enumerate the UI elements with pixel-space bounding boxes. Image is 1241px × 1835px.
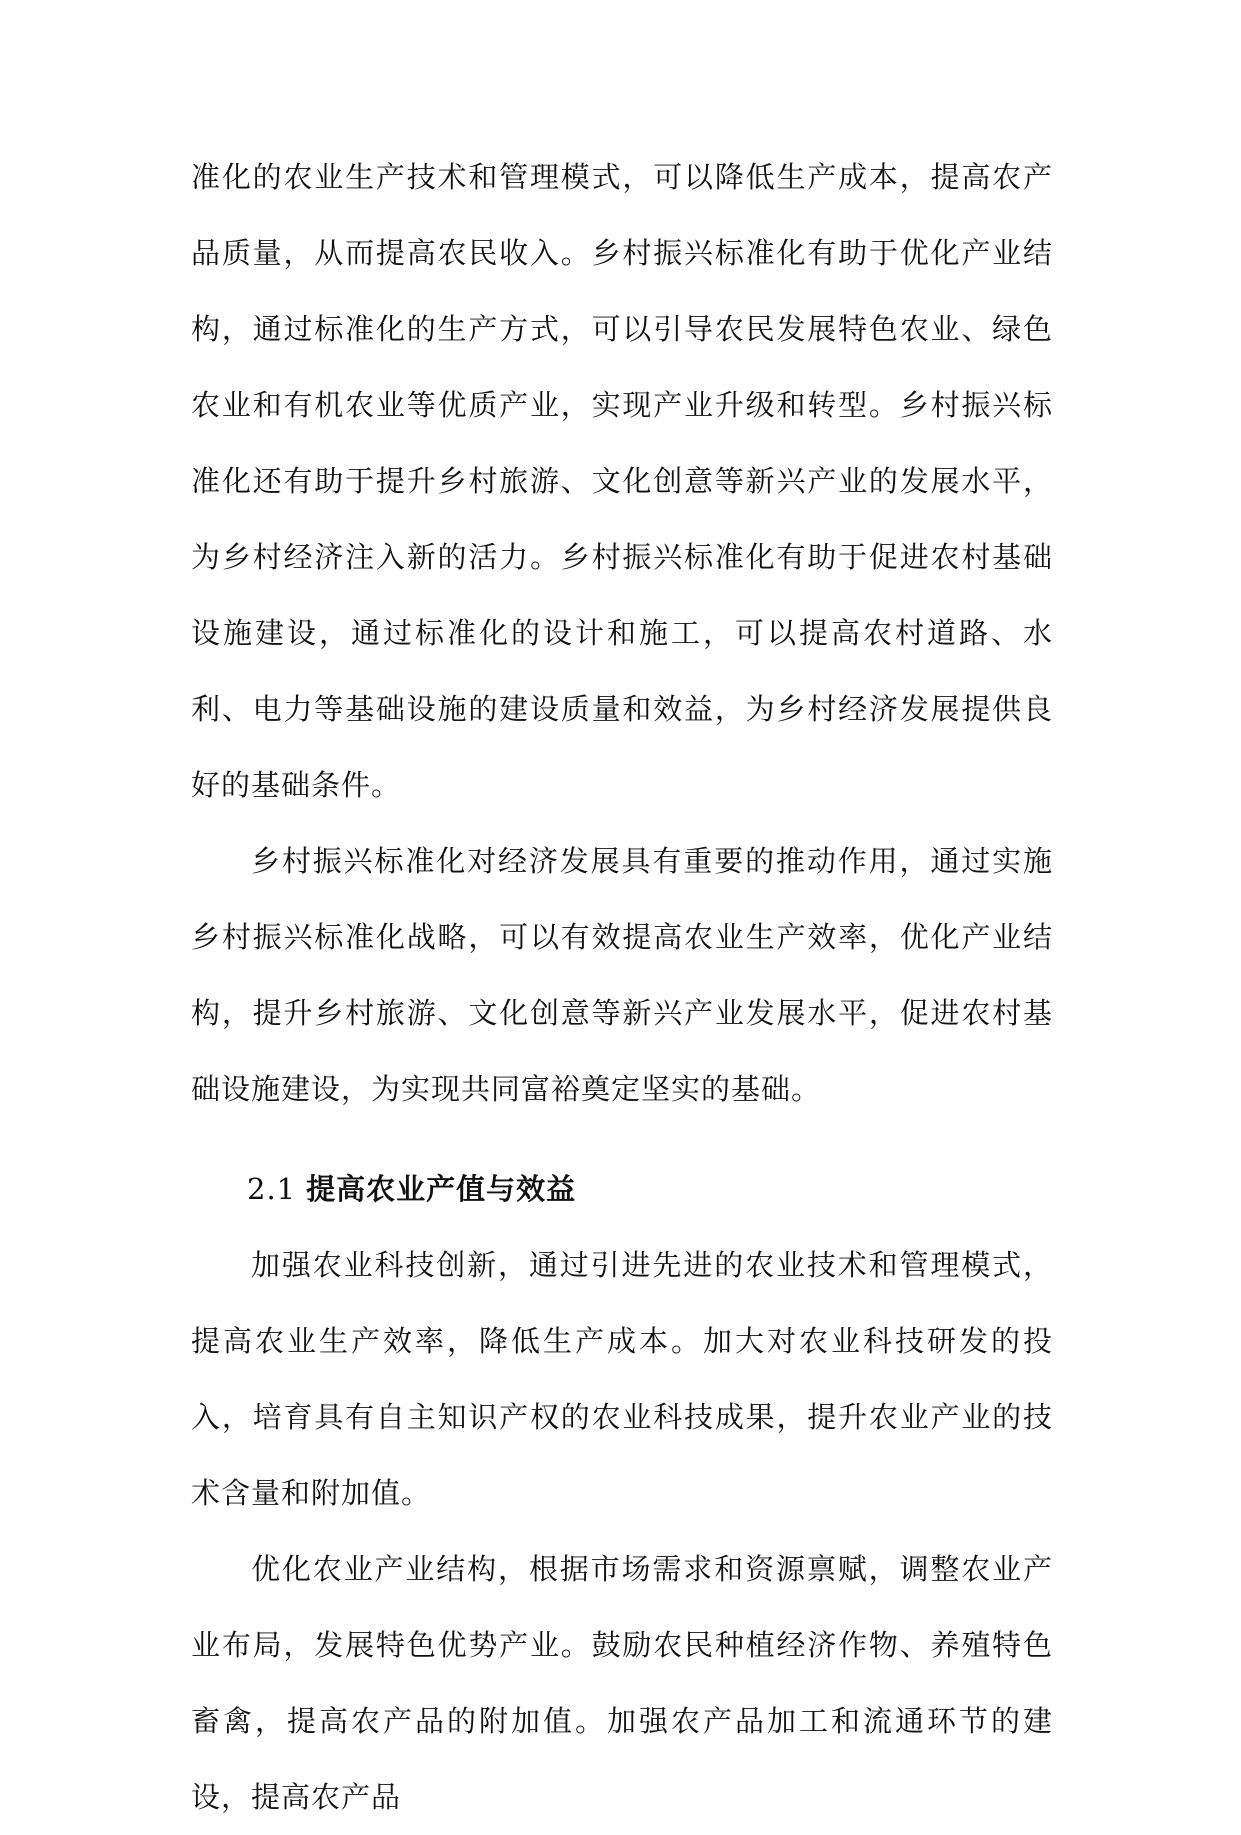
document-body (191, 139, 1053, 1835)
paragraph-4: 优化农业产业结构，根据市场需求和资源禀赋，调整农业产业布局，发展特色优势产业。鼓励农民种植经济作物、养殖特色畜禽，提高农产品的附加值。加强农产品加工和流通环节的建设，提高农产品 (191, 1552, 1053, 1814)
section-title: 提高农业产值与效益 (306, 1172, 577, 1206)
section-number: 2.1 (247, 1172, 297, 1206)
paragraph-2: 乡村振兴标准化对经济发展具有重要的推动作用，通过实施乡村振兴标准化战略，可以有效提高农业生产效率，优化产业结构，提升乡村旅游、文化创意等新兴产业发展水平，促进农村基础设施建设，为实现共同富裕奠定坚实的基础。 (191, 844, 1053, 1106)
paragraph-1: 准化的农业生产技术和管理模式，可以降低生产成本，提高农产品质量，从而提高农民收入。乡村振兴标准化有助于优化产业结构，通过标准化的生产方式，可以引导农民发展特色农业、绿色农业和有机农业等优质产业，实现产业升级和转型。乡村振兴标准化还有助于提升乡村旅游、文化创意等新兴产业的发展水平，为乡村经济注入新的活力。乡村振兴标准化有助于促进农村基础设施建设，通过标准化的设计和施工，可以提高农村道路、水利、电力等基础设施的建设质量和效益，为乡村经济发展提供良好的基础条件。 (191, 160, 1053, 802)
paragraph-3: 加强农业科技创新，通过引进先进的农业技术和管理模式，提高农业生产效率，降低生产成本。加大对农业科技研发的投入，培育具有自主知识产权的农业科技成果，提升农业产业的技术含量和附加值。 (191, 1248, 1053, 1510)
section-heading (191, 1151, 1053, 1227)
